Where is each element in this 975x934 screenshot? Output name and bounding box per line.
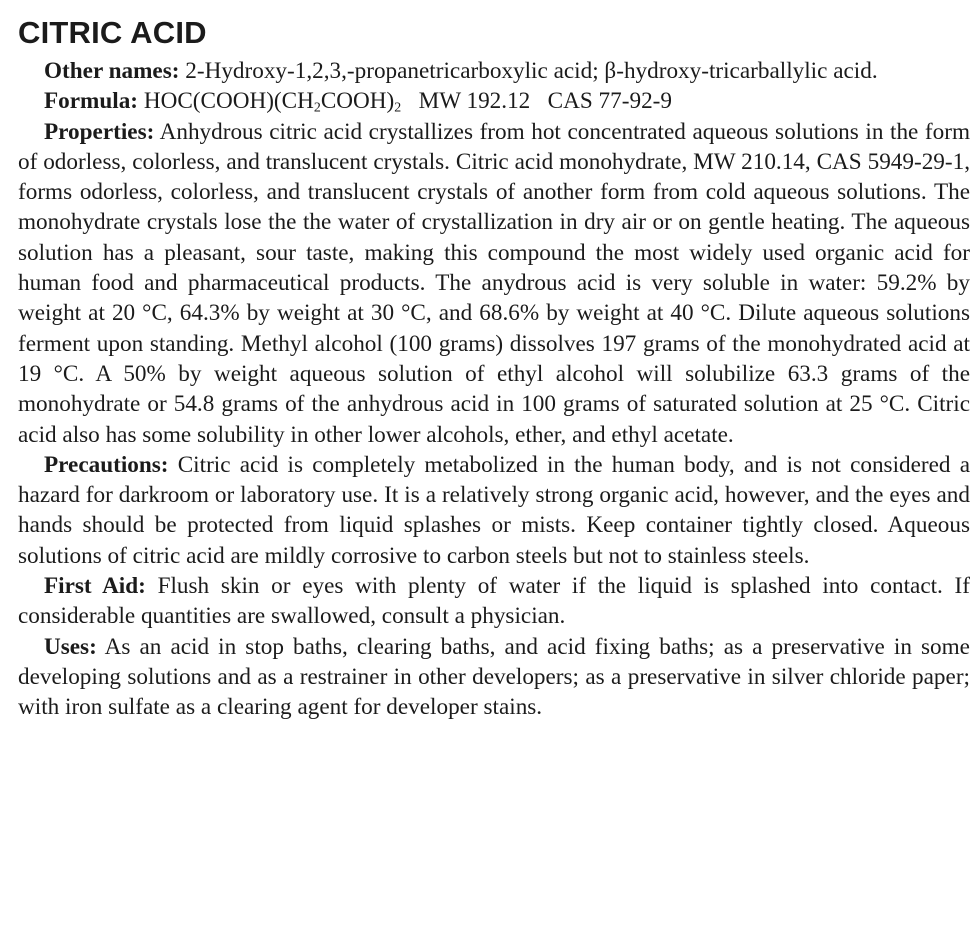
- formula-subscript-1: 2: [313, 100, 321, 116]
- first-aid-label: First Aid:: [44, 573, 146, 600]
- uses-text: As an acid in stop baths, clearing baths, and acid fixing baths; as a preservative in some developing solutions and as a restrainer in other developers; as a preservative in silver chloride paper; with iron sulfate as a clearing agent for developer stains.: [18, 633, 970, 721]
- formula-part-b: COOH): [320, 88, 395, 115]
- properties-label: Properties:: [44, 118, 155, 145]
- precautions-label: Precautions:: [44, 451, 169, 478]
- properties-entry: [18, 117, 970, 450]
- formula-part-a: HOC(COOH)(CH: [143, 88, 314, 115]
- formula-value: [144, 88, 401, 114]
- first-aid-entry: [18, 571, 970, 632]
- document-page: [18, 14, 970, 723]
- other-names-label: Other names:: [44, 58, 180, 84]
- properties-text: Anhydrous citric acid crystallizes from hot concentrated aqueous solutions in the form of odorless, colorless, and translucent crystals. Citric acid monohydrate, MW 210.14, CAS 5949-29-1, forms odorless, colorless, and translucent crystals of another form from cold aqueous solutions. The monohydrate crystals lose the the water of crystallization in dry air or on gentle heating. The aqueous solution has a pleasant, sour taste, making this compound the most widely used organic acid for human food and pharmaceutical products. The anydrous acid is very soluble in water: 59.2% by weight at 20 °C, 64.3% by weight at 30 °C, and 68.6% by weight at 40 °C. Dilute aqueous solutions ferment upon standing. Methyl alcohol (100 grams) dissolves 197 grams of the monohydrated acid at 19 °C. A 50% by weight aqueous solution of ethyl alcohol will solubilize 63.3 grams of the monohydrate or 54.8 grams of the anhydrous acid in 100 grams of saturated solution at 25 °C. Citric acid also has some solubility in other lower alcohols, ether, and ethyl acetate.: [18, 118, 970, 448]
- uses-label: Uses:: [44, 633, 97, 660]
- precautions-entry: [18, 450, 970, 571]
- uses-entry: [18, 632, 970, 723]
- first-aid-text: Flush skin or eyes with plenty of water if the liquid is splashed into contact. If considerable quantities are swallowed, consult a physician.: [18, 573, 970, 630]
- cas-number: CAS 77-92-9: [547, 88, 672, 115]
- page-title: CITRIC ACID: [18, 15, 207, 50]
- molecular-weight: MW 192.12: [418, 88, 531, 115]
- formula-subscript-2: 2: [394, 100, 402, 116]
- other-names-text: 2-Hydroxy-1,2,3,-propanetricarboxylic acid; β-hydroxy-tricarballylic acid.: [185, 58, 878, 84]
- formula-entry: [18, 86, 970, 116]
- formula-label: Formula:: [44, 88, 139, 115]
- precautions-text: Citric acid is completely metabolized in the human body, and is not considered a hazard for darkroom or laboratory use. It is a relatively strong organic acid, however, and the eyes and hands should be protected from liquid splashes or mists. Keep container tightly closed. Aqueous solutions of citric acid are mildly corrosive to carbon steels but not to stainless steels.: [18, 451, 970, 569]
- other-names-entry: [18, 56, 970, 86]
